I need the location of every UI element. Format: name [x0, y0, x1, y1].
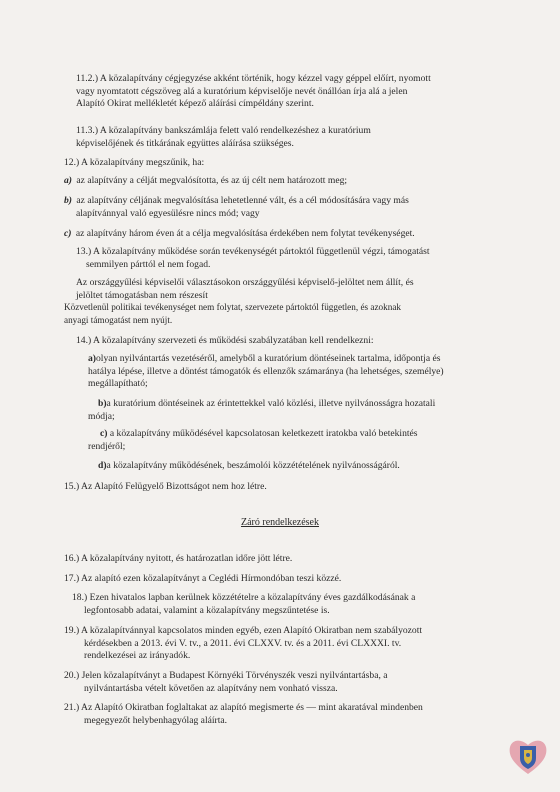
section-14 [76, 335, 494, 348]
section-20 [64, 670, 494, 695]
section-11-2 [76, 73, 494, 111]
item-label: d) [98, 460, 107, 471]
item-label: a) [64, 175, 72, 186]
text-line: megegyezőt helybenhagyólag aláírta. [84, 714, 228, 726]
text-line: kérdésekben a 2013. évi V. tv., a 2011. évi CLXXV. tv. és a 2011. évi CLXXXI. tv. [84, 637, 402, 649]
item-text: az alapítvány céljának megvalósítása lehetetlenné vált, és a cél módosítására vagy más [76, 195, 409, 206]
section-14-c [88, 428, 494, 453]
text-line: Az országgyűlési képviselői választásokon országgyűlési képviselő-jelöltet nem állít, és [76, 277, 414, 288]
item-label: c) [64, 228, 72, 239]
item-label: b) [98, 398, 107, 409]
section-14-a [88, 353, 494, 391]
section-12 [64, 157, 494, 170]
text-line: Közvetlenül politikai tevékenységet nem folytat, szervezete pártoktól független, és azoknak [64, 302, 402, 312]
item-text: olyan nyilvántartás vezetéséről, amelyből a kuratórium döntéseinek tartalma, időpontja és [96, 353, 441, 364]
text-line: anyagi támogatást nem nyújt. [64, 314, 173, 325]
text-line: Alapító Okirat mellékletét képező aláírási címpéldány szerint. [76, 98, 314, 110]
item-text: az alapítvány a célját megvalósította, és az új célt nem határozott meg; [76, 175, 348, 186]
text-line: 21.) Az Alapító Okiratban foglaltakat az alapító megismerte és — mint akaratával mindenben [64, 702, 423, 713]
section-21 [64, 702, 494, 727]
section-12-b [64, 195, 494, 220]
text-line: 11.3.) A közalapítvány bankszámlája felett való rendelkezéshez a kuratórium [76, 125, 371, 136]
text-line: alapítvánnyal való egyesülésre nincs mód; vagy [76, 207, 260, 219]
section-12-a [64, 175, 494, 188]
text-line: hatálya lépése, illetve a döntést támogatók és ellenzők számaránya (ha lehetséges, személye) [88, 365, 444, 377]
item-label: c) [100, 428, 108, 439]
section-heading: Záró rendelkezések [240, 517, 319, 528]
text-line: rendjéről; [88, 440, 126, 452]
text-line: 17.) Az alapító ezen közalapítványt a Ceglédi Hírmondóban teszi közzé. [64, 573, 342, 584]
text-line: megállapítható; [88, 378, 148, 390]
text-line: módja; [88, 410, 115, 422]
section-11-3 [76, 125, 494, 150]
section-14-d [88, 460, 494, 473]
section-17 [64, 573, 494, 586]
text-line: vagy nyomtatott cégszöveg alá a kuratórium képviselője nevét önállóan írja alá a jelen [76, 85, 408, 97]
item-text: a közalapítvány működésének, beszámolói közzétételének nyilvánosságáról. [106, 460, 400, 471]
text-line: 11.2.) A közalapítvány cégjegyzése akként történik, hogy kézzel vagy géppel előírt, nyomott [76, 73, 431, 84]
section-13-cont [76, 277, 494, 302]
item-text: az alapítvány három éven át a célja megvalósítása érdekében nem folytat tevékenységet. [75, 228, 415, 239]
section-14-b [88, 398, 494, 423]
section-15 [64, 481, 494, 494]
text-line: jelöltet támogatásban nem részesít [76, 289, 208, 301]
section-18 [72, 592, 494, 617]
heart-emblem-icon [506, 734, 550, 778]
section-13 [76, 246, 494, 271]
text-line: 13.) A közalapítvány működése során tevékenységét pártoktól függetlenül végzi, támogatást [76, 246, 430, 257]
item-label: a) [88, 353, 96, 364]
text-line: legfontosabb adatai, valamint a közalapítvány megszűntetése is. [84, 604, 330, 616]
section-12-c [64, 228, 494, 241]
item-label: b) [64, 195, 72, 206]
text-line: rendelkezései az irányadók. [84, 650, 191, 662]
text-line: 20.) Jelen közalapítványt a Budapest Környéki Törvényszék veszi nyilvántartásba, a [64, 670, 388, 681]
section-19 [64, 625, 494, 663]
text-line: 12.) A közalapítvány megszűnik, ha: [64, 157, 205, 168]
text-line: nyilvántartásba vételt követően az alapítvány nem vonható vissza. [84, 682, 338, 694]
text-line: 15.) Az Alapító Felügyelő Bizottságot nem hoz létre. [64, 481, 267, 492]
text-line: képviselőjének és titkárának együttes aláírása szükséges. [76, 137, 294, 149]
text-line: 16.) A közalapítvány nyitott, és határozatlan időre jött létre. [64, 553, 293, 564]
section-16 [64, 553, 494, 566]
text-line: semmilyen párttól el nem fogad. [86, 258, 211, 270]
item-text: a kuratórium döntéseinek az érintettekkel való közlési, illetve nyilvánosságra hozatali [106, 398, 436, 409]
item-text: a közalapítvány működésével kapcsolatosan keletkezett iratokba való betekintés [109, 428, 418, 439]
text-line: 14.) A közalapítvány szervezeti és működési szabályzatában kell rendelkezni: [76, 335, 374, 346]
text-line: 18.) Ezen hivatalos lapban kerülnek közzétételre a közalapítvány éves gazdálkodásának a [72, 592, 416, 603]
text-line: 19.) A közalapítvánnyal kapcsolatos minden egyéb, ezen Alapító Okiratban nem szabályozott [64, 625, 423, 636]
section-13-cont2 [64, 301, 494, 326]
